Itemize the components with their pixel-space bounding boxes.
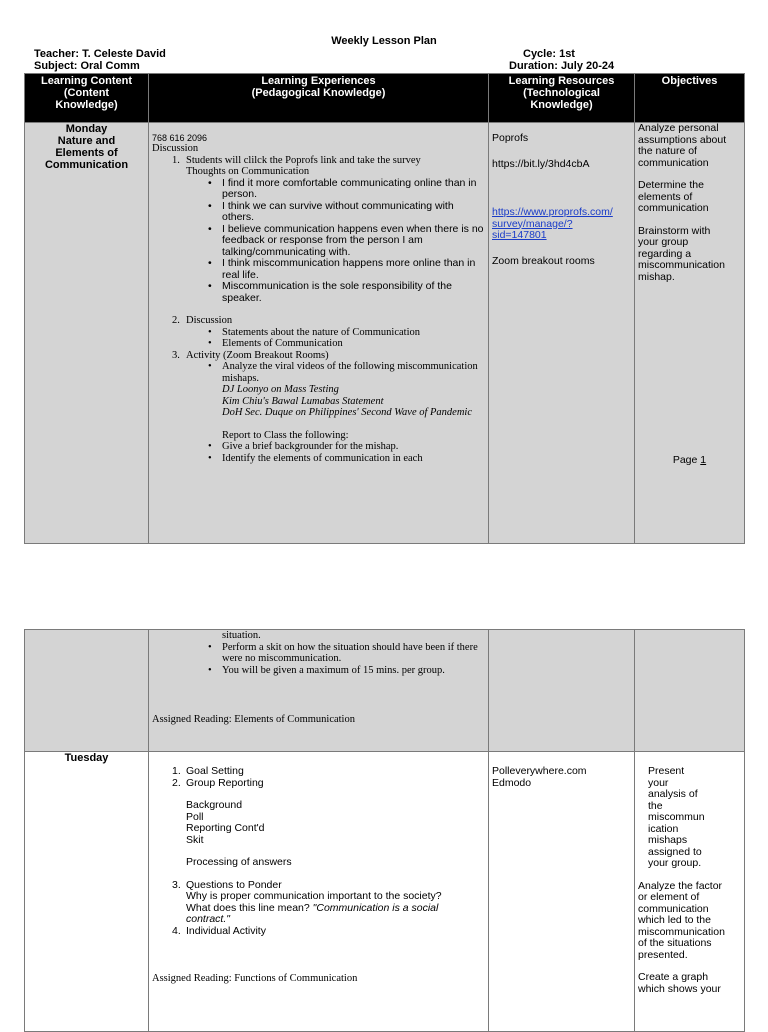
list-item: 3. Questions to Ponder Why is proper communication important to the society? What does this line mean? "Communication is a social contract." — [172, 878, 442, 925]
lesson-plan-table-page-1 — [24, 73, 745, 544]
monday-experiences-cell — [149, 123, 489, 544]
list-item: 1. Students will clilck the Poprofs link and take the survey Thoughts on Communication • I find it more comfortable communicating online than in person. • I think we can survive without communicating with others. • I believe communication happens even when there is no feedback or response from the person I am talking/communicating with. • I think miscommunication happens more online than in real life. • Miscommunication is the sole responsibility of the speaker. — [152, 155, 485, 316]
tuesday-resources-cell — [489, 752, 635, 1032]
list-item: 3. Activity (Zoom Breakout Rooms) • Analyze the viral videos of the following miscommunication mishaps. DJ Loonyo on Mass Testing Kim Chiu's Bawal Lumabas Statement DoH Sec. Duque on Philippines' Second Wave of Pandemic Report to Class the following: • Give a brief backgrounder for the mishap. • Identify the elements of communication in each — [152, 350, 485, 465]
list-item: 2. Group Reporting Background Poll Reporting Cont'd Skit Processing of answers — [172, 776, 292, 868]
list-item: • I believe communication happens even when there is no feedback or response from the person I am talking/communicating with. — [152, 224, 485, 259]
tuesday-content-cell: Tuesday — [25, 752, 149, 1032]
video-1: DJ Loonyo on Mass Testing — [222, 384, 339, 395]
header-learning-resources: Learning Resources (Technological Knowledge) — [489, 74, 635, 123]
header-learning-experiences: Learning Experiences (Pedagogical Knowledge) — [149, 74, 489, 123]
list-item: • You will be given a maximum of 15 mins. per group. — [152, 665, 485, 677]
subject-line: Subject: Oral Comm — [34, 60, 140, 72]
video-3: DoH Sec. Duque on Philippines' Second Wave of Pandemic — [222, 407, 473, 418]
objective-3: Brainstorm with your group regarding a miscommunication mishap. — [638, 224, 725, 283]
report-label: Report to Class the following: — [222, 429, 349, 441]
monday-activity-list — [152, 155, 485, 465]
meeting-code: 768 616 2096 — [152, 133, 208, 143]
monday-resources-cell — [489, 123, 635, 544]
list-item: • I think we can survive without communicating with others. — [152, 201, 485, 224]
list-item: 4. Individual Activity — [172, 924, 266, 937]
list-item: • Give a brief backgrounder for the mishap. — [152, 441, 485, 453]
list-item: • Elements of Communication — [152, 338, 485, 350]
resource-poprofs: Poprofs — [492, 132, 529, 144]
proprofs-survey-link[interactable]: https://www.proprofs.com/ survey/manage/? sid=147801 — [492, 206, 613, 241]
objective-present: Present your analysis of the miscommun ication mishaps assigned to your group. — [648, 765, 705, 869]
list-item: • I find it more comfortable communicating online than in person. — [152, 178, 485, 201]
header-learning-content: Learning Content (Content Knowledge) — [25, 74, 149, 123]
assigned-reading-monday: Assigned Reading: Elements of Communication — [152, 714, 355, 725]
resource-bitly-link: https://bit.ly/3hd4cbA — [492, 157, 590, 170]
video-2: Kim Chiu's Bawal Lumabas Statement — [222, 395, 384, 407]
duration-line: Duration: July 20-24 — [509, 60, 615, 72]
teacher-line: Teacher: T. Celeste David — [34, 48, 166, 60]
header-objectives: Objectives — [635, 74, 745, 123]
continued-experiences-cell: situation. • Perform a skit on how the situation should have been if there were no miscommunication. • You will be given a maximum of 15 mins. per group. Assigned Reading: Elements of Communication — [149, 630, 489, 752]
tuesday-experiences-cell — [149, 752, 489, 1032]
list-item: • Analyze the viral videos of the following miscommunication mishaps. DJ Loonyo on Mass Testing Kim Chiu's Bawal Lumabas Statement DoH Sec. Duque on Philippines' Second Wave of Pandemic Report to Class the following: — [152, 361, 485, 441]
monday-objectives-cell — [635, 123, 745, 544]
discussion-label: Discussion — [152, 143, 199, 154]
list-item: 1. Goal Setting — [172, 765, 244, 777]
resource-edmodo: Edmodo — [492, 776, 532, 789]
continued-content-cell — [25, 630, 149, 752]
cycle-line: Cycle: 1st — [523, 48, 575, 60]
lesson-plan-table-page-2 — [24, 629, 745, 1032]
page-number: Page 1 — [672, 454, 707, 466]
resource-polleverywhere: Polleverywhere.com — [492, 765, 587, 777]
list-item: • Identify the elements of communication in each — [152, 453, 485, 465]
list-item: • I think miscommunication happens more online than in real life. — [152, 258, 485, 281]
survey-statements — [152, 178, 485, 305]
objective-2: Determine the elements of communication — [638, 179, 709, 214]
continued-objectives-cell — [635, 630, 745, 752]
continued-resources-cell — [489, 630, 635, 752]
objective-1: Analyze personal assumptions about the nature of communication — [638, 122, 727, 169]
monday-content-cell: Monday Nature and Elements of Communication — [25, 123, 149, 544]
list-item: 2. Discussion • Statements about the nature of Communication • Elements of Communication — [152, 315, 485, 350]
list-item: • Miscommunication is the sole responsibility of the speaker. — [152, 281, 485, 304]
list-item: • Perform a skit on how the situation should have been if there were no miscommunication. — [152, 642, 485, 665]
objective-graph: Create a graph which shows your — [638, 971, 721, 995]
document-title: Weekly Lesson Plan — [331, 35, 437, 47]
tuesday-objectives-cell — [635, 752, 745, 1032]
resource-zoom: Zoom breakout rooms — [492, 254, 595, 267]
tuesday-activity-list — [152, 766, 485, 937]
objective-analyze: Analyze the factor or element of communication which led to the miscommunication of the situations presented. — [638, 879, 725, 961]
list-item: • Statements about the nature of Communication — [152, 327, 485, 339]
assigned-reading-tuesday: Assigned Reading: Functions of Communication — [152, 973, 358, 984]
